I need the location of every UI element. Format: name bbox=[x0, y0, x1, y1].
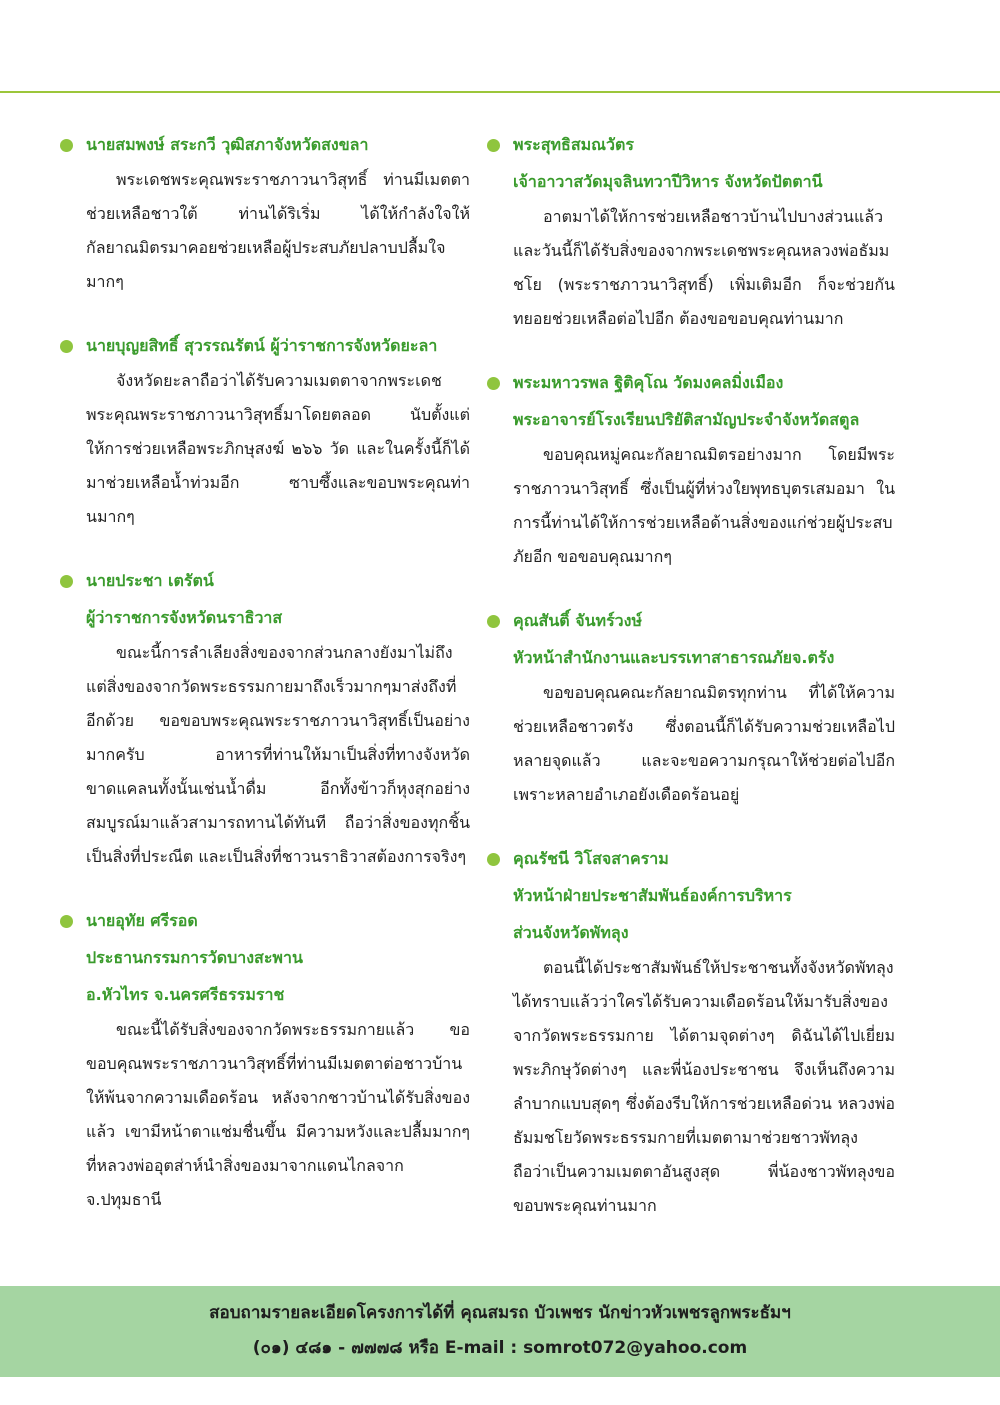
left-column bbox=[60, 126, 470, 1217]
footer-contact-person: สอบถามรายละเอียดโครงการได้ที่ คุณสมรถ บัวเพชร นักข่าวหัวเพชรลูกพระธัมฯ bbox=[209, 1303, 791, 1323]
entry-heading-line: พระสุทธิสมณวัตร bbox=[513, 135, 634, 154]
entry-heading-line: หัวหน้าสำนักงานและบรรเทาสาธารณภัยจ.ตรัง bbox=[513, 648, 835, 667]
contact-footer-band bbox=[0, 1286, 1000, 1377]
entry-heading-line: เจ้าอาวาสวัดมุจลินทวาปีวิหาร จังหวัดปัตตานี bbox=[513, 172, 823, 191]
entry-body: อาตมาได้ให้การช่วยเหลือชาวบ้านไปบางส่วนแล้ว และวันนี้ก็ได้รับสิ่งของจากพระเดชพระคุณหลวงพ่อธัมมชโย (พระราชภาวนาวิสุทธิ์) เพิ่มเติมอีก ก็จะช่วยกันทยอยช่วยเหลือต่อไปอีก ต้องขอขอบคุณท่านมาก bbox=[513, 207, 895, 328]
entry-heading-line: หัวหน้าฝ่ายประชาสัมพันธ์องค์การบริหาร bbox=[513, 886, 792, 905]
entry-heading-line: พระมหาวรพล ฐิติคุโณ วัดมงคลมิ่งเมือง bbox=[513, 373, 784, 392]
testimonial-entry bbox=[60, 562, 470, 874]
bullet-dot-icon bbox=[60, 575, 73, 588]
bullet-dot-icon bbox=[60, 340, 73, 353]
entry-heading-line: นายสมพงษ์ สระกวี วุฒิสภาจังหวัดสงขลา bbox=[86, 135, 369, 154]
entry-body: ขอบคุณหมู่คณะกัลยาณมิตรอย่างมาก โดยมีพระราชภาวนาวิสุทธิ์ ซึ่งเป็นผู้ที่ห่วงใยพุทธบุตรเสมอมา ในการนี้ท่านได้ให้การช่วยเหลือด้านสิ่งของแก่ช่วยผู้ประสบภัยอีก ขอขอบคุณมากๆ bbox=[513, 445, 895, 566]
testimonial-entry bbox=[487, 840, 895, 1223]
bullet-dot-icon bbox=[60, 915, 73, 928]
entry-body: ขณะนี้ได้รับสิ่งของจากวัดพระธรรมกายแล้ว ขอขอบคุณพระราชภาวนาวิสุทธิ์ที่ท่านมีเมตตาต่อชาวบ้านให้พ้นจากความเดือดร้อน หลังจากชาวบ้านได้รับสิ่งของแล้ว เขามีหน้าตาแช่มชื่นขึ้น มีความหวังและปลื้มมากๆ ที่หลวงพ่ออุตส่าห์นำสิ่งของมาจากแดนไกลจาก จ.ปทุมธานี bbox=[86, 1020, 470, 1209]
entry-body: พระเดชพระคุณพระราชภาวนาวิสุทธิ์ ท่านมีเมตตาช่วยเหลือชาวใต้ ท่านได้ริเริ่ม ได้ให้กำลังใจให้กัลยาณมิตรมาคอยช่วยเหลือผู้ประสบภัยปลาบปลื้มใจมากๆ bbox=[86, 170, 470, 291]
testimonial-entry bbox=[487, 602, 895, 812]
testimonial-entry bbox=[487, 126, 895, 336]
top-divider-line bbox=[0, 91, 1000, 93]
bullet-dot-icon bbox=[60, 139, 73, 152]
entry-heading-line: อ.หัวไทร จ.นครศรีธรรมราช bbox=[86, 985, 285, 1004]
entry-heading-line: ส่วนจังหวัดพัทลุง bbox=[513, 923, 629, 942]
entry-body: ขอขอบคุณคณะกัลยาณมิตรทุกท่าน ที่ได้ให้ความช่วยเหลือชาวตรัง ซึ่งตอนนี้ก็ได้รับความช่วยเหลือไปหลายจุดแล้ว และจะขอความกรุณาให้ช่วยต่อไปอีก เพราะหลายอำเภอยังเดือดร้อนอยู่ bbox=[513, 683, 895, 804]
bullet-dot-icon bbox=[487, 615, 500, 628]
entry-heading-line: คุณรัชนี วิโสจสาคราม bbox=[513, 849, 669, 868]
entry-body: ตอนนี้ได้ประชาสัมพันธ์ให้ประชาชนทั้งจังหวัดพัทลุงได้ทราบแล้วว่าใครได้รับความเดือดร้อนให้มารับสิ่งของจากวัดพระธรรมกาย ได้ตามจุดต่างๆ ดิฉันได้ไปเยี่ยมพระภิกษุวัดต่างๆ และพี่น้องประชาชน จึงเห็นถึงความลำบากแบบสุดๆ ซึ่งต้องรีบให้การช่วยเหลือด่วน หลวงพ่อธัมมชโยวัดพระธรรมกายที่เมตตามาช่วยชาวพัทลุงถือว่าเป็นความเมตตาอันสูงสุด พี่น้องชาวพัทลุงขอขอบพระคุณท่านมาก bbox=[513, 958, 895, 1215]
entry-heading-line: นายบุญยสิทธิ์ สุวรรณรัตน์ ผู้ว่าราชการจังหวัดยะลา bbox=[86, 336, 438, 355]
entry-body: ขณะนี้การลำเลียงสิ่งของจากส่วนกลางยังมาไม่ถึง แต่สิ่งของจากวัดพระธรรมกายมาถึงเร็วมากๆมาส่งถึงที่อีกด้วย ขอขอบพระคุณพระราชภาวนาวิสุทธิ์เป็นอย่างมากครับ อาหารที่ท่านให้มาเป็นสิ่งที่ทางจังหวัดขาดแคลนทั้งนั้นเช่นน้ำดื่ม อีกทั้งข้าวก็หุงสุกอย่างสมบูรณ์มาแล้วสามารถทานได้ทันที ถือว่าสิ่งของทุกชิ้นเป็นสิ่งที่ประณีต และเป็นสิ่งที่ชาวนราธิวาสต้องการจริงๆ bbox=[86, 643, 470, 866]
entry-heading-line: ประธานกรรมการวัดบางสะพาน bbox=[86, 948, 303, 967]
entry-heading-line: พระอาจารย์โรงเรียนปริยัติสามัญประจำจังหวัดสตูล bbox=[513, 410, 860, 429]
entry-heading-line: นายประชา เตรัตน์ bbox=[86, 571, 214, 590]
testimonial-entry bbox=[60, 327, 470, 534]
bullet-dot-icon bbox=[487, 139, 500, 152]
testimonial-entry bbox=[60, 126, 470, 299]
testimonial-entry bbox=[487, 364, 895, 574]
entry-heading-line: นายอุทัย ศรีรอด bbox=[86, 911, 198, 930]
right-column bbox=[487, 126, 895, 1223]
footer-contact-phone-email: (๐๑) ๔๘๑ - ๗๗๗๘ หรือ E-mail : somrot072@yahoo.com bbox=[252, 1338, 748, 1358]
bullet-dot-icon bbox=[487, 853, 500, 866]
bullet-dot-icon bbox=[487, 377, 500, 390]
testimonial-entry bbox=[60, 902, 470, 1217]
entry-heading-line: คุณสันติ์ จันทร์วงษ์ bbox=[513, 611, 643, 630]
entry-body: จังหวัดยะลาถือว่าได้รับความเมตตาจากพระเดชพระคุณพระราชภาวนาวิสุทธิ์มาโดยตลอด นับตั้งแต่ให้การช่วยเหลือพระภิกษุสงฆ์ ๒๖๖ วัด และในครั้งนี้ก็ได้มาช่วยเหลือน้ำท่วมอีก ซาบซึ้งและขอบพระคุณท่านมากๆ bbox=[86, 371, 470, 526]
entry-heading-line: ผู้ว่าราชการจังหวัดนราธิวาส bbox=[86, 608, 283, 627]
